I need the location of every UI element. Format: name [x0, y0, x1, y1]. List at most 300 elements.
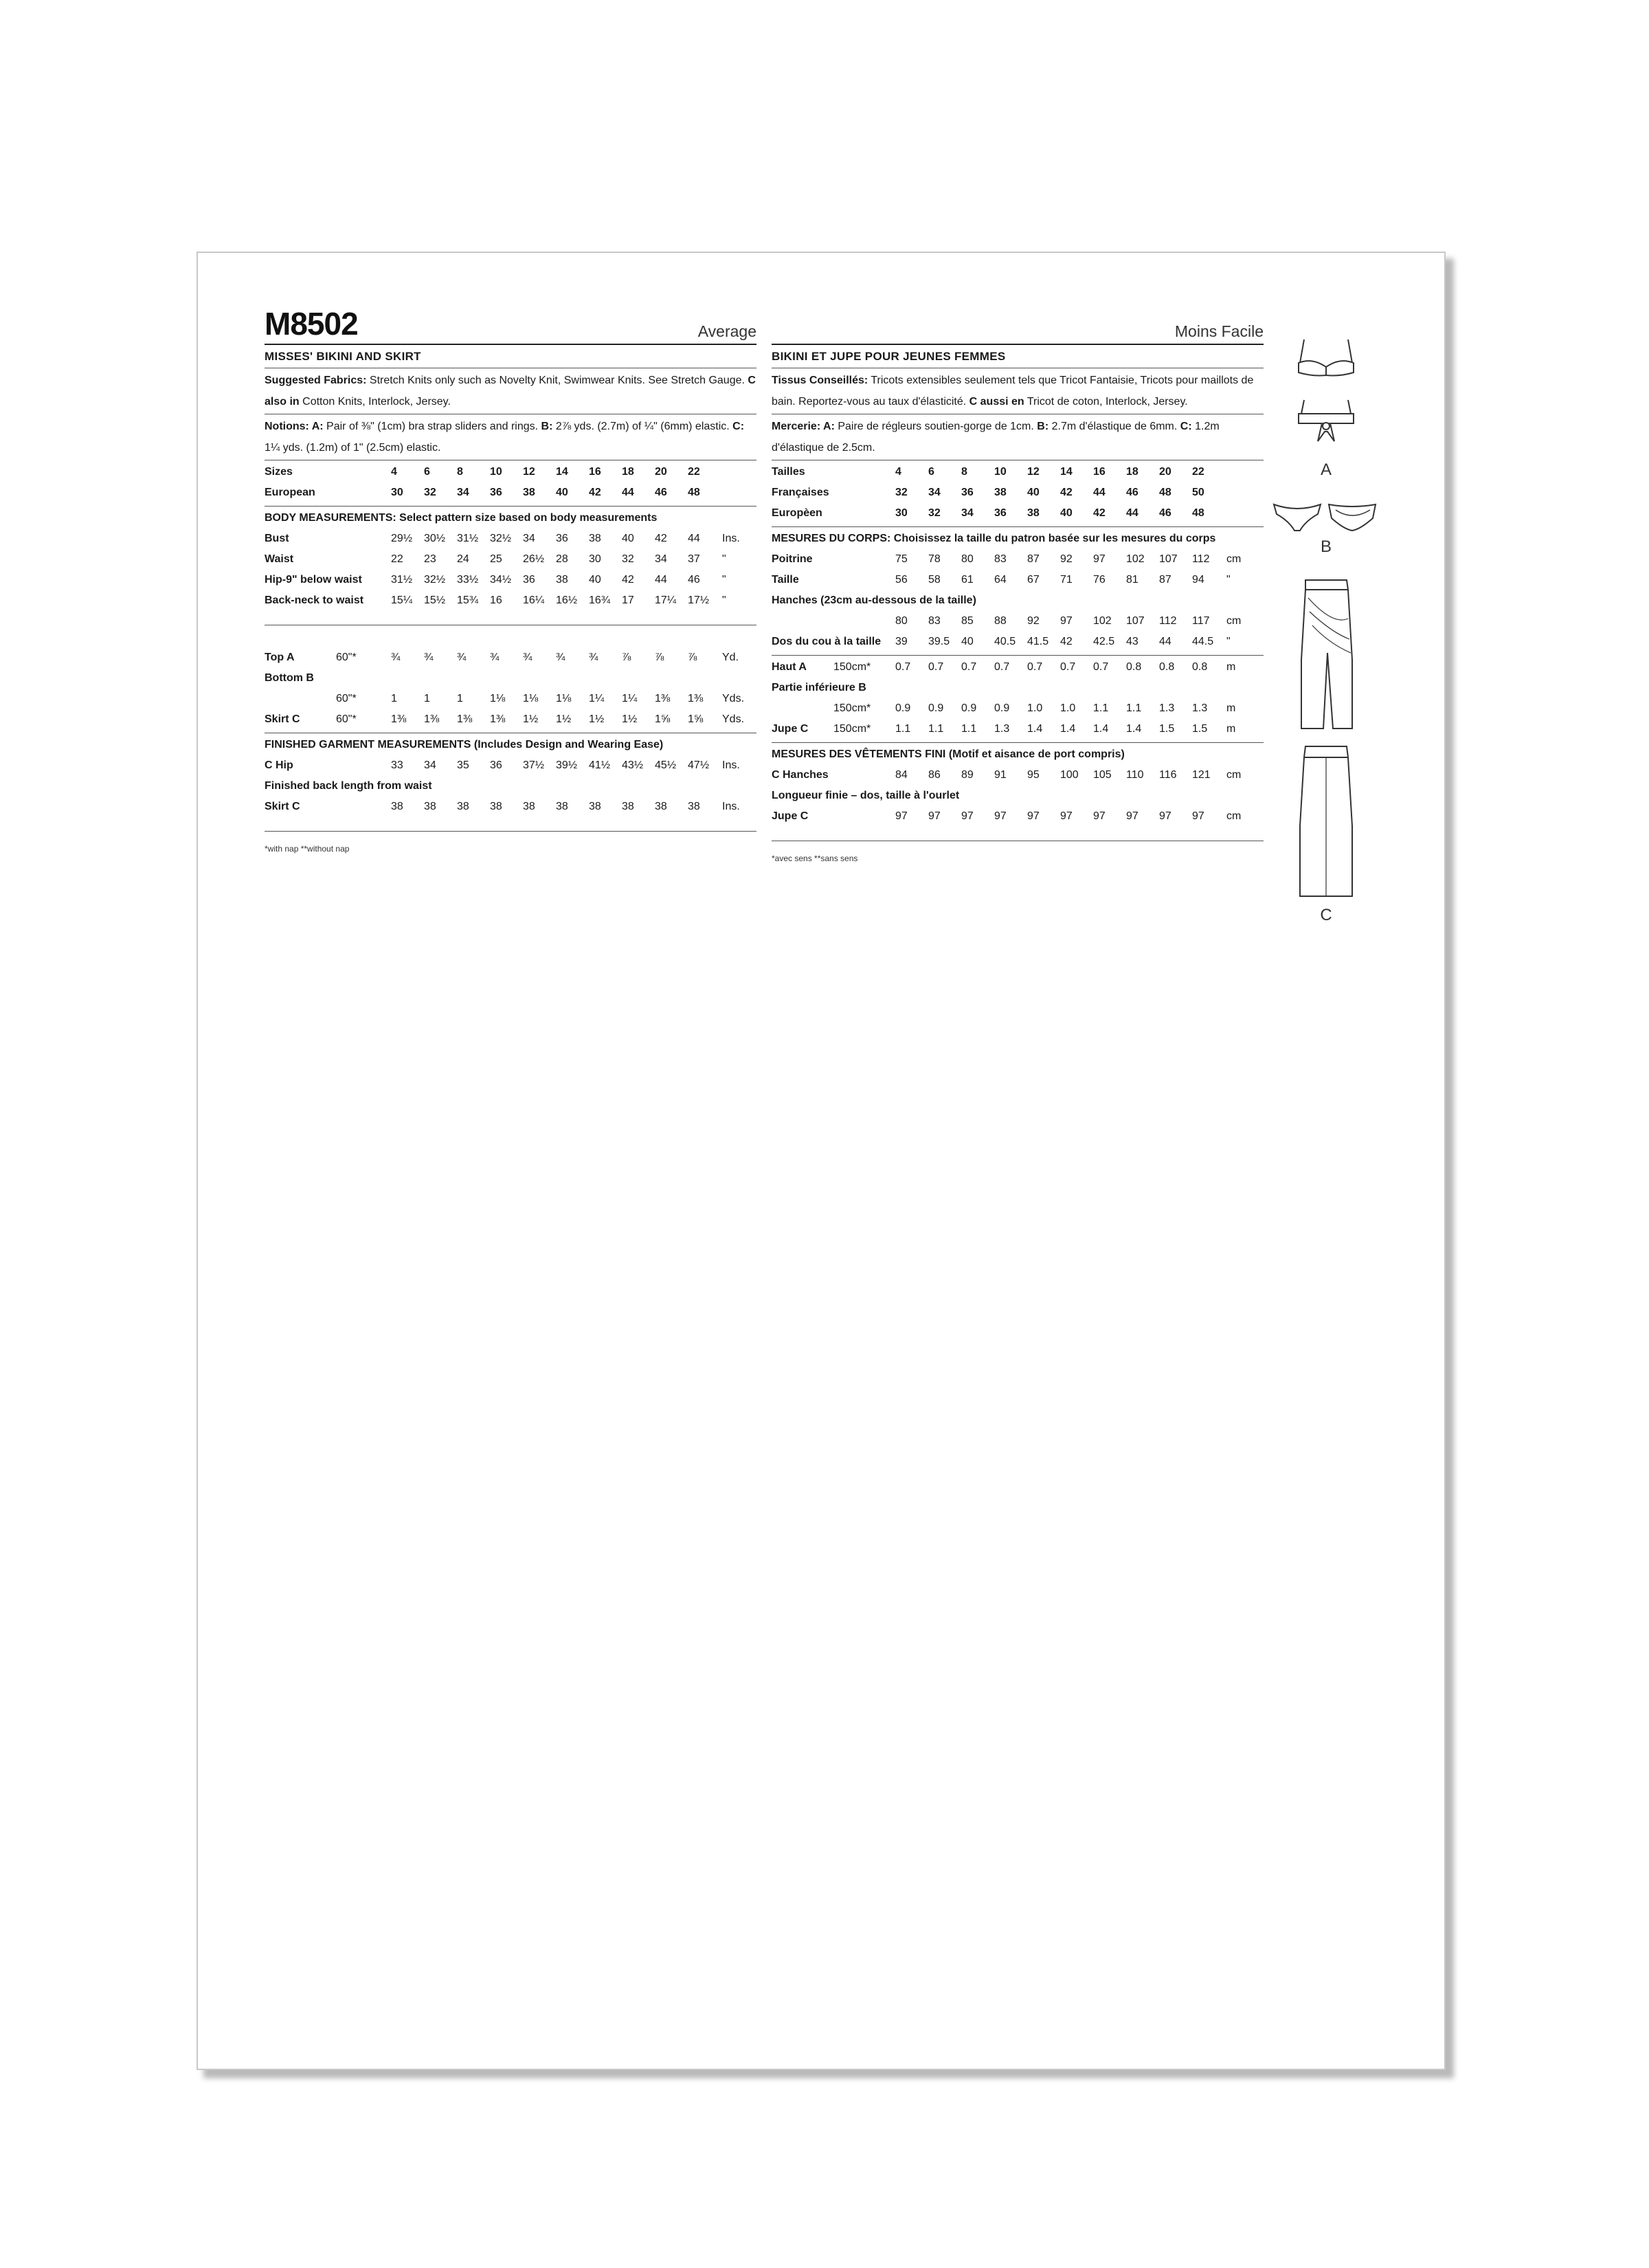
- hanches-heading-label: Hanches (23cm au-dessous de la taille): [772, 594, 976, 606]
- pattern-title: MISSES' BIKINI AND SKIRT: [265, 345, 756, 368]
- skirt-c-row-value: 1⅜: [490, 713, 506, 725]
- top-a-row: [265, 647, 756, 668]
- partie-row: [772, 698, 1264, 719]
- size-row-value: 16: [589, 466, 601, 478]
- c-hanches-row-value: 105: [1093, 769, 1112, 781]
- poitrine-row-value: 102: [1126, 553, 1145, 565]
- body-row-value: 15¾: [457, 594, 479, 606]
- size-row-value: 12: [523, 466, 535, 478]
- body-row-value: 22: [391, 553, 403, 565]
- body-row-value: 16: [490, 594, 502, 606]
- bottom-b-row-value: 1⅜: [655, 693, 671, 704]
- finished-table-fr: [772, 765, 1264, 827]
- taille-row-value: 61: [961, 574, 974, 586]
- jupe-row-value: 1.5: [1159, 723, 1175, 735]
- haut-a-row-value: 0.7: [1060, 661, 1076, 673]
- haut-a-row-value: 0.8: [1126, 661, 1142, 673]
- body-row-value: 37: [688, 553, 700, 565]
- size-row-value: 4: [391, 466, 397, 478]
- notions-a-text: Pair of ⅜" (1cm) bra strap sliders and rings.: [323, 421, 541, 432]
- partie-row-value: 1.1: [1093, 702, 1109, 714]
- notions-b: B:: [541, 421, 553, 432]
- top-a-row-value: ⅞: [622, 652, 631, 663]
- finished-measurements-fr: [772, 743, 1264, 841]
- body-row-value: 16¾: [589, 594, 611, 606]
- body-row: [265, 549, 756, 570]
- skirt-c-row-value: 1½: [622, 713, 638, 725]
- poitrine-row-value: 80: [961, 553, 974, 565]
- taille-row-value: 64: [994, 574, 1007, 586]
- body-row-label: Bust: [265, 533, 289, 544]
- body-row-value: 15¼: [391, 594, 413, 606]
- skirt-c-row-value: 1⅜: [391, 713, 407, 725]
- taille-row-unit: ": [1226, 574, 1231, 586]
- top-a-row-value: ¾: [457, 652, 467, 663]
- dos-row-value: 39.5: [928, 636, 950, 647]
- europeen-row-unit: [1225, 503, 1264, 524]
- haut-a-row-value: 0.7: [895, 661, 911, 673]
- body-row-value: 32½: [490, 533, 512, 544]
- view-b-label: B: [1320, 537, 1332, 556]
- poitrine-row-value: 107: [1159, 553, 1178, 565]
- haut-a-row-unit: m: [1226, 661, 1236, 673]
- top-a-row-value: ¾: [490, 652, 500, 663]
- partie-row-value: 0.9: [994, 702, 1010, 714]
- body-row: [265, 529, 756, 549]
- bottom-b-row-value: 1: [424, 693, 430, 704]
- notions-fr: [772, 414, 1264, 460]
- fabrics-label-fr: Tissus Conseillés:: [772, 375, 868, 386]
- c-hanches-row-value: 84: [895, 769, 908, 781]
- body-row: [265, 570, 756, 590]
- fabrics-also-fr: C aussi en: [969, 396, 1024, 408]
- europeen-row-value: 38: [1027, 507, 1040, 519]
- body-row-value: 26½: [523, 553, 545, 565]
- body-row-value: 28: [556, 553, 568, 565]
- european-row-value: 42: [589, 487, 601, 498]
- francaises-row-value: 32: [895, 487, 908, 498]
- jupe-row-value: 1.5: [1192, 723, 1208, 735]
- bikini-bottom-drawing: [1270, 500, 1380, 535]
- partie-row-value: 0.9: [895, 702, 911, 714]
- body-row-value: 34: [655, 553, 667, 565]
- c-hip-row-value: 43½: [622, 759, 644, 771]
- c-hip-row-value: 34: [424, 759, 436, 771]
- body-row-value: 16½: [556, 594, 578, 606]
- notions-b-fr: B:: [1037, 421, 1049, 432]
- partie-row-value: 0.9: [961, 702, 977, 714]
- back-length-heading: [265, 776, 756, 797]
- dos-row-value: 39: [895, 636, 908, 647]
- top-a-row-unit: Yd.: [722, 652, 739, 663]
- c-hanches-row: [772, 765, 1264, 786]
- hanches-row-value: 117: [1192, 615, 1210, 627]
- haut-a-row-label: Haut A: [772, 661, 807, 673]
- skirt-c-row-value: 1½: [556, 713, 572, 725]
- c-hanches-row-value: 89: [961, 769, 974, 781]
- finished-heading: FINISHED GARMENT MEASUREMENTS (Includes Design and Wearing Ease): [265, 739, 664, 751]
- size-row-value: 18: [622, 466, 634, 478]
- taille-size-row-value: 20: [1159, 466, 1171, 478]
- jupe-length-row-value: 97: [1093, 810, 1106, 822]
- partie-row-value: 0.9: [928, 702, 944, 714]
- finished-table: [265, 755, 756, 817]
- hanches-heading: [772, 590, 1264, 611]
- partie-heading: [772, 678, 1264, 698]
- haut-a-row-value: 0.7: [1093, 661, 1109, 673]
- bikini-top-back-drawing: [1285, 399, 1367, 454]
- taille-size-row-unit: [1225, 462, 1264, 482]
- europeen-row-label: Europèen: [772, 507, 822, 519]
- top-a-row-value: ¾: [523, 652, 532, 663]
- francaises-row-value: 48: [1159, 487, 1171, 498]
- body-row-value: 34½: [490, 574, 512, 586]
- dos-row-value: 42: [1060, 636, 1073, 647]
- top-a-row-value: ¾: [424, 652, 434, 663]
- notions-label: Notions:: [265, 421, 309, 432]
- c-hip-row-value: 36: [490, 759, 502, 771]
- skirt-length-row-value: 38: [457, 801, 469, 812]
- c-hip-row-value: 47½: [688, 759, 710, 771]
- taille-row-value: 81: [1126, 574, 1138, 586]
- body-row-value: 17½: [688, 594, 710, 606]
- skirt-back-drawing: [1285, 744, 1367, 902]
- poitrine-row-value: 87: [1027, 553, 1040, 565]
- body-row-value: 46: [688, 574, 700, 586]
- european-row-value: 40: [556, 487, 568, 498]
- hanches-row-value: 102: [1093, 615, 1112, 627]
- body-row-value: 32½: [424, 574, 446, 586]
- body-row-value: 29½: [391, 533, 413, 544]
- body-row-value: 30: [589, 553, 601, 565]
- size-row-value: 14: [556, 466, 568, 478]
- partie-row-width: 150cm*: [833, 702, 871, 714]
- europeen-row-value: 42: [1093, 507, 1106, 519]
- taille-size-row-value: 6: [928, 466, 934, 478]
- partie-row-value: 1.1: [1126, 702, 1142, 714]
- jupe-row-value: 1.4: [1027, 723, 1043, 735]
- jupe-length-row-unit: cm: [1226, 810, 1242, 822]
- haut-a-row-value: 0.7: [1027, 661, 1043, 673]
- skirt-length-row-value: 38: [490, 801, 502, 812]
- poitrine-row-value: 112: [1192, 553, 1210, 565]
- taille-size-row-value: 12: [1027, 466, 1040, 478]
- c-hanches-row-value: 116: [1159, 769, 1177, 781]
- c-hip-row-value: 45½: [655, 759, 677, 771]
- finished-measurements: [265, 733, 756, 832]
- bottom-b-row-value: 1⅛: [523, 693, 539, 704]
- c-hip-row-value: 33: [391, 759, 403, 771]
- skirt-front-drawing: [1285, 577, 1367, 735]
- body-row-value: 31½: [391, 574, 413, 586]
- body-row-value: 44: [655, 574, 667, 586]
- taille-size-row-value: 8: [961, 466, 967, 478]
- taille-size-row: [772, 462, 1264, 482]
- body-measurements-fr: [772, 527, 1264, 656]
- haut-a-row-width: 150cm*: [833, 661, 871, 673]
- dos-row-label: Dos du cou à la taille: [772, 636, 882, 647]
- taille-row-value: 94: [1192, 574, 1204, 586]
- difficulty-level-fr: Moins Facile: [1174, 322, 1264, 340]
- longueur-heading-label: Longueur finie – dos, taille à l'ourlet: [772, 790, 960, 801]
- european-row-value: 38: [523, 487, 535, 498]
- taille-size-row-value: 4: [895, 466, 901, 478]
- hanches-row-unit: cm: [1226, 615, 1242, 627]
- skirt-c-row-value: 1⅜: [424, 713, 440, 725]
- size-row-value: 6: [424, 466, 430, 478]
- body-row-value: 44: [688, 533, 700, 544]
- taille-row-value: 76: [1093, 574, 1106, 586]
- hanches-row-value: 97: [1060, 615, 1073, 627]
- skirt-c-row-unit: Yds.: [722, 713, 745, 725]
- francaises-row-label: Françaises: [772, 487, 829, 498]
- pattern-title-fr: BIKINI ET JUPE POUR JEUNES FEMMES: [772, 345, 1264, 368]
- c-hanches-row-value: 121: [1192, 769, 1211, 781]
- body-row-value: 32: [622, 553, 634, 565]
- european-row-label: European: [265, 487, 315, 498]
- jupe-length-row: [772, 806, 1264, 827]
- jupe-row-value: 1.3: [994, 723, 1010, 735]
- hanches-row-value: 83: [928, 615, 941, 627]
- body-row-value: 34: [523, 533, 535, 544]
- taille-row-label: Taille: [772, 574, 799, 586]
- notions-b-text: 2⅞ yds. (2.7m) of ¼" (6mm) elastic.: [552, 421, 733, 432]
- notions-c-text: 1¼ yds. (1.2m) of 1" (2.5cm) elastic.: [265, 442, 441, 454]
- c-hanches-row-label: C Hanches: [772, 769, 829, 781]
- fabrics-text2: Cotton Knits, Interlock, Jersey.: [299, 396, 451, 408]
- footnote: *with nap **without nap: [265, 844, 350, 854]
- fabrics-also: C also in: [265, 375, 756, 408]
- body-row-value: 33½: [457, 574, 479, 586]
- body-row-value: 38: [589, 533, 601, 544]
- finished-heading-fr: MESURES DES VÊTEMENTS FINI (Motif et aisance de port compris): [772, 748, 1125, 760]
- jupe-row-label: Jupe C: [772, 723, 809, 735]
- fabrics-label: Suggested Fabrics:: [265, 375, 367, 386]
- yardage-table-fr: [772, 657, 1264, 740]
- skirt-length-row-value: 38: [424, 801, 436, 812]
- hanches-row-value: 107: [1126, 615, 1145, 627]
- hanches-row-value: 112: [1159, 615, 1177, 627]
- notions-c: C:: [732, 421, 745, 432]
- english-header: [265, 308, 756, 345]
- francaises-row-value: 40: [1027, 487, 1040, 498]
- jupe-row: [772, 719, 1264, 740]
- partie-row-unit: m: [1226, 702, 1236, 714]
- body-row-unit: Ins.: [722, 533, 740, 544]
- size-row-value: 8: [457, 466, 463, 478]
- dos-row-value: 40: [961, 636, 974, 647]
- bottom-b-row-value: 1⅜: [688, 693, 704, 704]
- size-row-unit: [721, 462, 756, 482]
- longueur-heading: [772, 786, 1264, 806]
- jupe-length-row-value: 97: [1060, 810, 1073, 822]
- body-row-value: 40: [589, 574, 601, 586]
- haut-a-row-value: 0.7: [928, 661, 944, 673]
- yardage-section-fr: [772, 656, 1264, 743]
- bottom-b-heading: [265, 668, 756, 689]
- body-row-unit: ": [722, 594, 726, 606]
- francaises-row-value: 50: [1192, 487, 1204, 498]
- hanches-row-value: 92: [1027, 615, 1040, 627]
- body-table-fr: [772, 549, 1264, 652]
- skirt-length-row-value: 38: [556, 801, 568, 812]
- skirt-length-row-value: 38: [688, 801, 700, 812]
- skirt-length-row-unit: Ins.: [722, 801, 740, 812]
- english-column: [265, 308, 756, 854]
- top-a-row-value: ¾: [556, 652, 565, 663]
- bottom-b-row-value: 1¼: [622, 693, 638, 704]
- c-hanches-row-value: 86: [928, 769, 941, 781]
- skirt-length-row-value: 38: [589, 801, 601, 812]
- bottom-b-row-width: 60"*: [336, 693, 357, 704]
- notions-b-text-fr: 2.7m d'élastique de 6mm.: [1048, 421, 1180, 432]
- european-row: [265, 482, 756, 503]
- bottom-b-row-value: 1⅛: [556, 693, 572, 704]
- dos-row-value: 41.5: [1027, 636, 1049, 647]
- fabrics-text: Stretch Knits only such as Novelty Knit, Swimwear Knits. See Stretch Gauge.: [366, 375, 748, 386]
- body-row-label: Back-neck to waist: [265, 594, 364, 606]
- body-row-value: 30½: [424, 533, 446, 544]
- body-table: [265, 529, 756, 611]
- francaises-row-value: 44: [1093, 487, 1106, 498]
- notions: [265, 414, 756, 460]
- technical-drawings: [1285, 337, 1367, 928]
- french-column: [772, 308, 1264, 863]
- hanches-row-value: 80: [895, 615, 908, 627]
- size-row: [265, 462, 756, 482]
- notions-c-text-fr: 1.2m d'élastique de 2.5cm.: [772, 421, 1220, 454]
- partie-row-value: 1.0: [1027, 702, 1043, 714]
- jupe-row-value: 1.4: [1126, 723, 1142, 735]
- size-row-value: 22: [688, 466, 700, 478]
- european-row-value: 32: [424, 487, 436, 498]
- notions-a: A:: [309, 421, 324, 432]
- bottom-b-row-value: 1¼: [589, 693, 605, 704]
- body-row-value: 38: [556, 574, 568, 586]
- francaises-row-unit: [1225, 482, 1264, 503]
- skirt-c-row: [265, 709, 756, 730]
- poitrine-row-value: 83: [994, 553, 1007, 565]
- body-row-label: Hip-9" below waist: [265, 574, 362, 586]
- jupe-length-row-label: Jupe C: [772, 810, 809, 822]
- jupe-length-row-value: 97: [1159, 810, 1171, 822]
- top-a-row-value: ¾: [589, 652, 598, 663]
- jupe-row-width: 150cm*: [833, 723, 871, 735]
- dos-row-value: 43: [1126, 636, 1138, 647]
- top-a-row-value: ⅞: [688, 652, 697, 663]
- taille-row: [772, 570, 1264, 590]
- europeen-row-value: 30: [895, 507, 908, 519]
- european-row-value: 34: [457, 487, 469, 498]
- bottom-b-heading-label: Bottom B: [265, 672, 314, 684]
- top-a-row-value: ⅞: [655, 652, 664, 663]
- notions-a-fr: A:: [820, 421, 835, 432]
- europeen-row: [772, 503, 1264, 524]
- body-row-value: 36: [556, 533, 568, 544]
- body-row-value: 23: [424, 553, 436, 565]
- taille-size-row-value: 10: [994, 466, 1007, 478]
- size-row-value: 10: [490, 466, 502, 478]
- skirt-length-row-value: 38: [523, 801, 535, 812]
- european-row-value: 36: [490, 487, 502, 498]
- taille-row-value: 58: [928, 574, 941, 586]
- footnote-fr: *avec sens **sans sens: [772, 854, 858, 863]
- partie-row-value: 1.0: [1060, 702, 1076, 714]
- sizes-section-fr: [772, 460, 1264, 527]
- body-row-unit: ": [722, 574, 726, 586]
- jupe-length-row-value: 97: [928, 810, 941, 822]
- hanches-row: [772, 611, 1264, 632]
- jupe-row-value: 1.4: [1060, 723, 1076, 735]
- jupe-row-unit: m: [1226, 723, 1236, 735]
- jupe-row-value: 1.1: [928, 723, 944, 735]
- bottom-b-row-unit: Yds.: [722, 693, 745, 704]
- taille-row-value: 56: [895, 574, 908, 586]
- europeen-row-value: 40: [1060, 507, 1073, 519]
- skirt-length-row: [265, 797, 756, 817]
- europeen-row-value: 46: [1159, 507, 1171, 519]
- bottom-b-row-value: 1: [391, 693, 397, 704]
- haut-a-row-value: 0.8: [1192, 661, 1208, 673]
- europeen-row-value: 36: [994, 507, 1007, 519]
- skirt-length-row-value: 38: [391, 801, 403, 812]
- skirt-length-row-value: 38: [622, 801, 634, 812]
- dos-row-value: 42.5: [1093, 636, 1115, 647]
- europeen-row-value: 34: [961, 507, 974, 519]
- skirt-c-row-value: 1⅝: [688, 713, 704, 725]
- bottom-b-row-value: 1⅛: [490, 693, 506, 704]
- suggested-fabrics: [265, 368, 756, 414]
- francaises-row-value: 36: [961, 487, 974, 498]
- partie-row-label: [772, 698, 833, 719]
- size-row-label: Sizes: [265, 466, 293, 478]
- jupe-row-value: 1.4: [1093, 723, 1109, 735]
- jupe-row-value: 1.1: [895, 723, 911, 735]
- body-row-value: 17¼: [655, 594, 677, 606]
- bottom-b-row: [265, 689, 756, 709]
- haut-a-row-value: 0.7: [961, 661, 977, 673]
- notions-label-fr: Mercerie:: [772, 421, 821, 432]
- jupe-row-value: 1.1: [961, 723, 977, 735]
- hanches-row-value: 85: [961, 615, 974, 627]
- european-row-unit: [721, 482, 756, 503]
- europeen-row-value: 32: [928, 507, 941, 519]
- body-row-value: 42: [655, 533, 667, 544]
- skirt-c-row-value: 1⅝: [655, 713, 671, 725]
- jupe-length-row-value: 97: [895, 810, 908, 822]
- body-measurements-heading-fr: MESURES DU CORPS: Choisissez la taille du patron basée sur les mesures du corps: [772, 533, 1216, 544]
- skirt-length-row-value: 38: [655, 801, 667, 812]
- body-row: [265, 590, 756, 611]
- european-row-value: 48: [688, 487, 700, 498]
- poitrine-row-label: Poitrine: [772, 553, 813, 565]
- hanches-row-value: 88: [994, 615, 1007, 627]
- sizes-table-fr: [772, 462, 1264, 524]
- c-hip-row-value: 37½: [523, 759, 545, 771]
- c-hip-row: [265, 755, 756, 776]
- c-hip-row-value: 35: [457, 759, 469, 771]
- skirt-c-row-width: 60"*: [336, 713, 357, 725]
- pattern-number: M8502: [265, 306, 358, 342]
- haut-a-row: [772, 657, 1264, 678]
- taille-row-value: 87: [1159, 574, 1171, 586]
- body-row-value: 42: [622, 574, 634, 586]
- poitrine-row-value: 78: [928, 553, 941, 565]
- jupe-length-row-value: 97: [1126, 810, 1138, 822]
- c-hip-row-value: 41½: [589, 759, 611, 771]
- body-row-value: 36: [523, 574, 535, 586]
- partie-row-value: 1.3: [1192, 702, 1208, 714]
